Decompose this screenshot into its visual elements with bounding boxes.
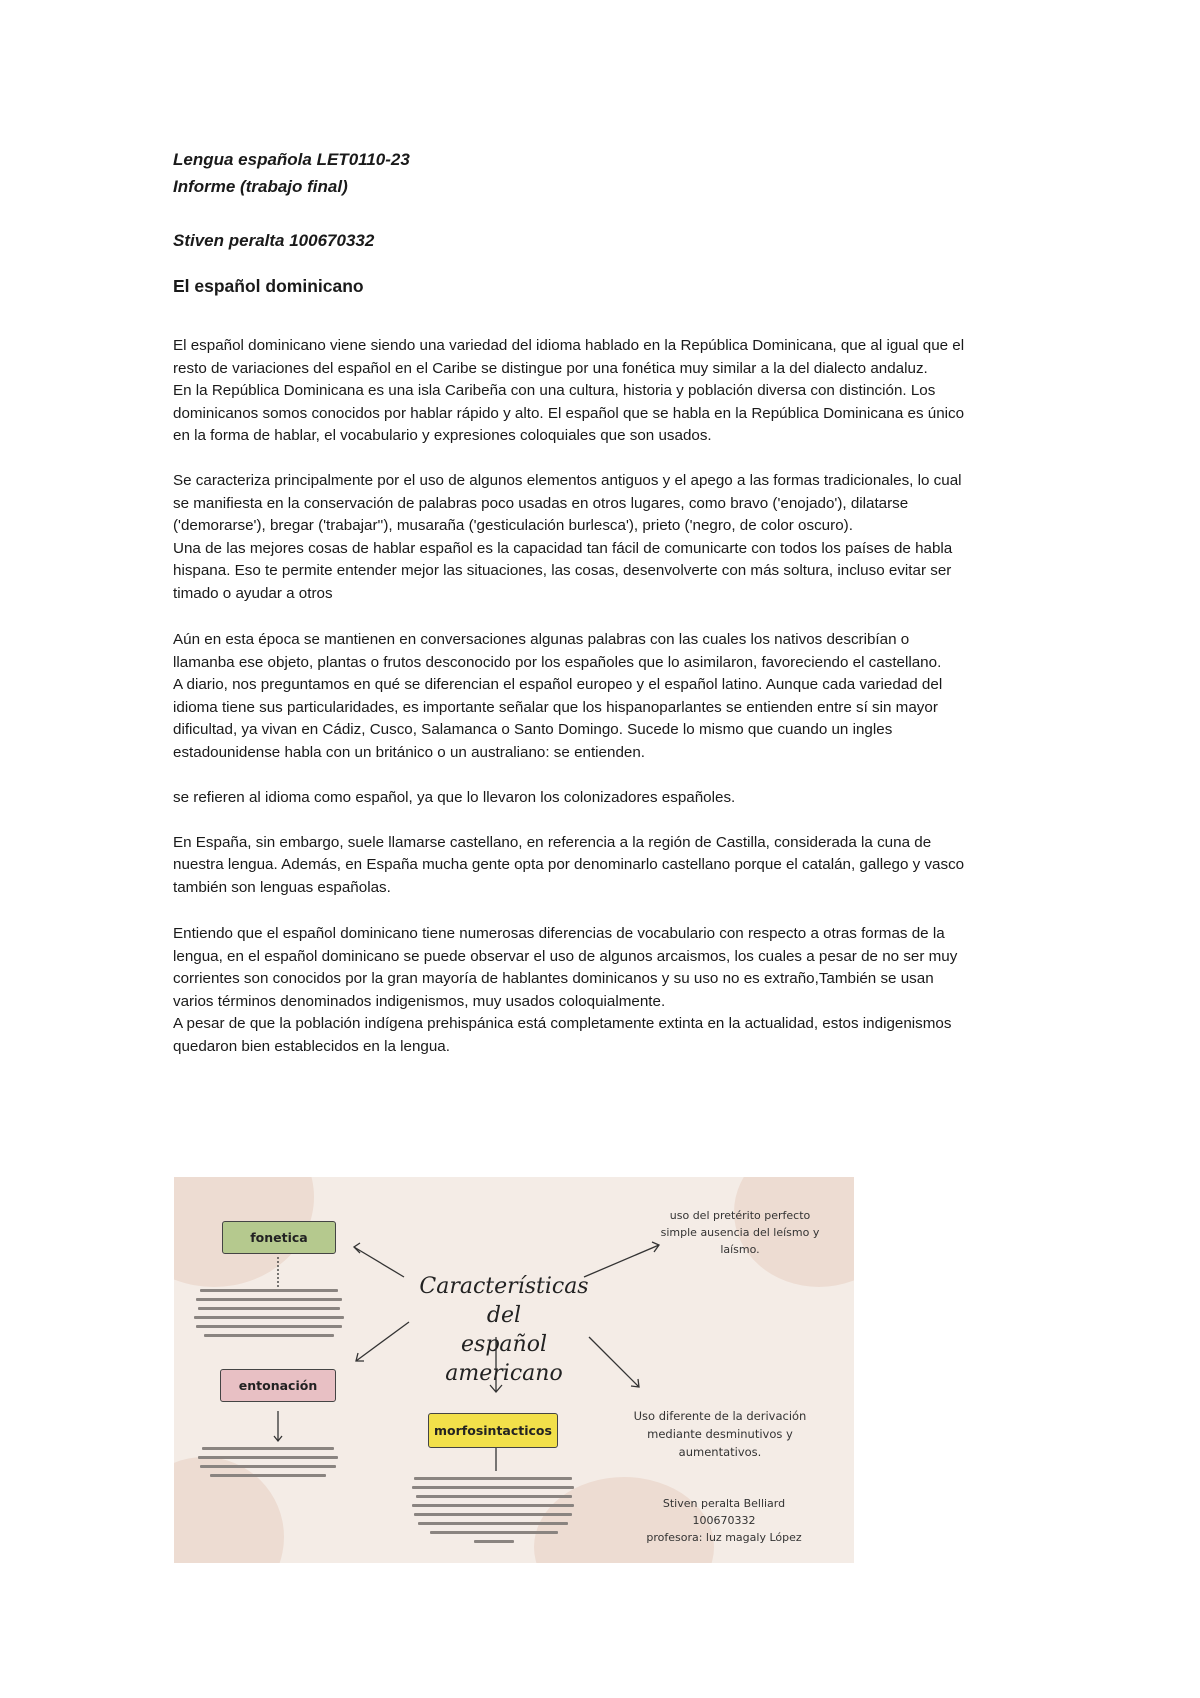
fonetica-box: fonetica [222,1221,336,1254]
note-line: profesora: luz magaly López [646,1531,802,1544]
note-line: uso del pretérito perfecto [669,1209,811,1222]
text-line: quedaron bien establecidos en la lengua. [173,1037,450,1055]
text-line: resto de variaciones del español en el Caribe se distingue por una fonética muy similar a la del dialecto andaluz. [173,359,928,377]
note-line: 100670332 [692,1514,756,1527]
course-line: Lengua española LET0110-23 [173,150,410,169]
report-line: Informe (trabajo final) [173,177,348,196]
text-line: A pesar de que la población indígena prehispánica está completamente extinta en la actualidad, estos indigenismos [173,1015,952,1032]
note-line: simple ausencia del leísmo y [660,1226,820,1239]
note-line: Stiven peralta Belliard [662,1497,786,1510]
note-line: Uso diferente de la derivación [633,1409,807,1423]
text-line: Entiendo que el español dominicano tiene numerosas diferencias de vocabulario con respecto a otras formas de la [173,925,945,942]
text-line: A diario, nos preguntamos en qué se diferencian el español europeo y el español latino. Aunque cada variedad del [173,676,943,693]
text-line: idioma tiene sus particularidades, es importante señalar que los hispanoparlantes se entienden entre sí sin mayor [173,698,938,716]
morfosintacticos-box: morfosintacticos [428,1413,558,1448]
paragraph [173,629,1053,764]
text-line: En la República Dominicana es una isla Caribeña con una cultura, historia y población diversa con distinción. Los [173,382,936,399]
text-line: En España, sin embargo, suele llamarse castellano, en referencia a la región de Castilla, considerada la cuna de [173,833,932,851]
title-line: Características del [419,1274,589,1328]
paragraph [173,787,1053,810]
note-line: aumentativos. [678,1445,762,1459]
note-line: laísmo. [720,1243,760,1256]
paragraph [173,470,1053,605]
text-line: se manifiesta en la conservación de palabras poco usadas en otros lugares, como bravo ('enojado'), dilatarse [173,494,909,512]
document-body [173,335,1053,1081]
text-line: hispana. Eso te permite entender mejor las situaciones, las cosas, desenvolverte con más soltura, incluso evitar ser [173,562,952,579]
text-line: varios términos denominados indigenismos, muy usados coloquialmente. [173,992,666,1010]
text-line: Aún en esta época se mantienen en conversaciones algunas palabras con las cuales los nativos describían o [173,631,910,648]
text-line: lengua, en el español dominicano se puede observar el uso de algunos arcaismos, los cuales a pesar de no ser muy [173,947,958,965]
paragraph [173,832,1053,900]
text-line: se refieren al idioma como español, ya que lo llevaron los colonizadores españoles. [173,788,736,806]
text-line: nuestra lengua. Además, en España mucha gente opta por denominarlo castellano porque el catalán, gallego y vasco [173,856,965,873]
title-line: español americano [445,1332,563,1386]
text-line: Una de las mejores cosas de hablar español es la capacidad tan fácil de comunicarte con todos los países de habla [173,539,953,557]
mind-map-image [174,1177,854,1563]
note-line: mediante desminutivos y [647,1427,793,1441]
text-line: en la forma de hablar, el vocabulario y expresiones coloquiales que son usados. [173,427,712,444]
student-line: Stiven peralta 100670332 [173,231,375,250]
text-line: timado o ayudar a otros [173,584,333,602]
text-line: El español dominicano viene siendo una variedad del idioma hablado en la República Dominicana, que al igual que el [173,337,965,354]
text-line: estadounidense habla con un británico o un australiano: se entienden. [173,743,646,761]
small-text-blocks [174,1177,854,1563]
paragraph [173,335,1053,448]
text-line: Se caracteriza principalmente por el uso de algunos elementos antiguos y el apego a las formas tradicionales, lo cual [173,472,962,489]
document-header [173,146,1053,299]
text-line: corrientes son conocidos por la gran mayoría de hablantes dominicanos y su uso no es extraño,También se usan [173,970,934,987]
text-line: dominicanos somos conocidos por hablar rápido y alto. El español que se habla en la República Dominicana es único [173,404,965,422]
text-line: ('demorarse'), bregar ('trabajar''), musaraña ('gesticulación burlesca'), prieto ('negro, de color oscuro). [173,517,853,534]
text-line: dificultad, ya vivan en Cádiz, Cusco, Salamanca o Santo Domingo. Sucede lo mismo que cuando un ingles [173,721,893,738]
paragraph [173,923,1053,1058]
entonacion-box: entonación [220,1369,336,1402]
text-line: también son lenguas españolas. [173,878,391,896]
section-title: El español dominicano [173,276,364,296]
text-line: llamanba ese objeto, plantas o frutos desconocido por los españoles que lo asimilaron, favoreciendo el castellano. [173,653,942,671]
